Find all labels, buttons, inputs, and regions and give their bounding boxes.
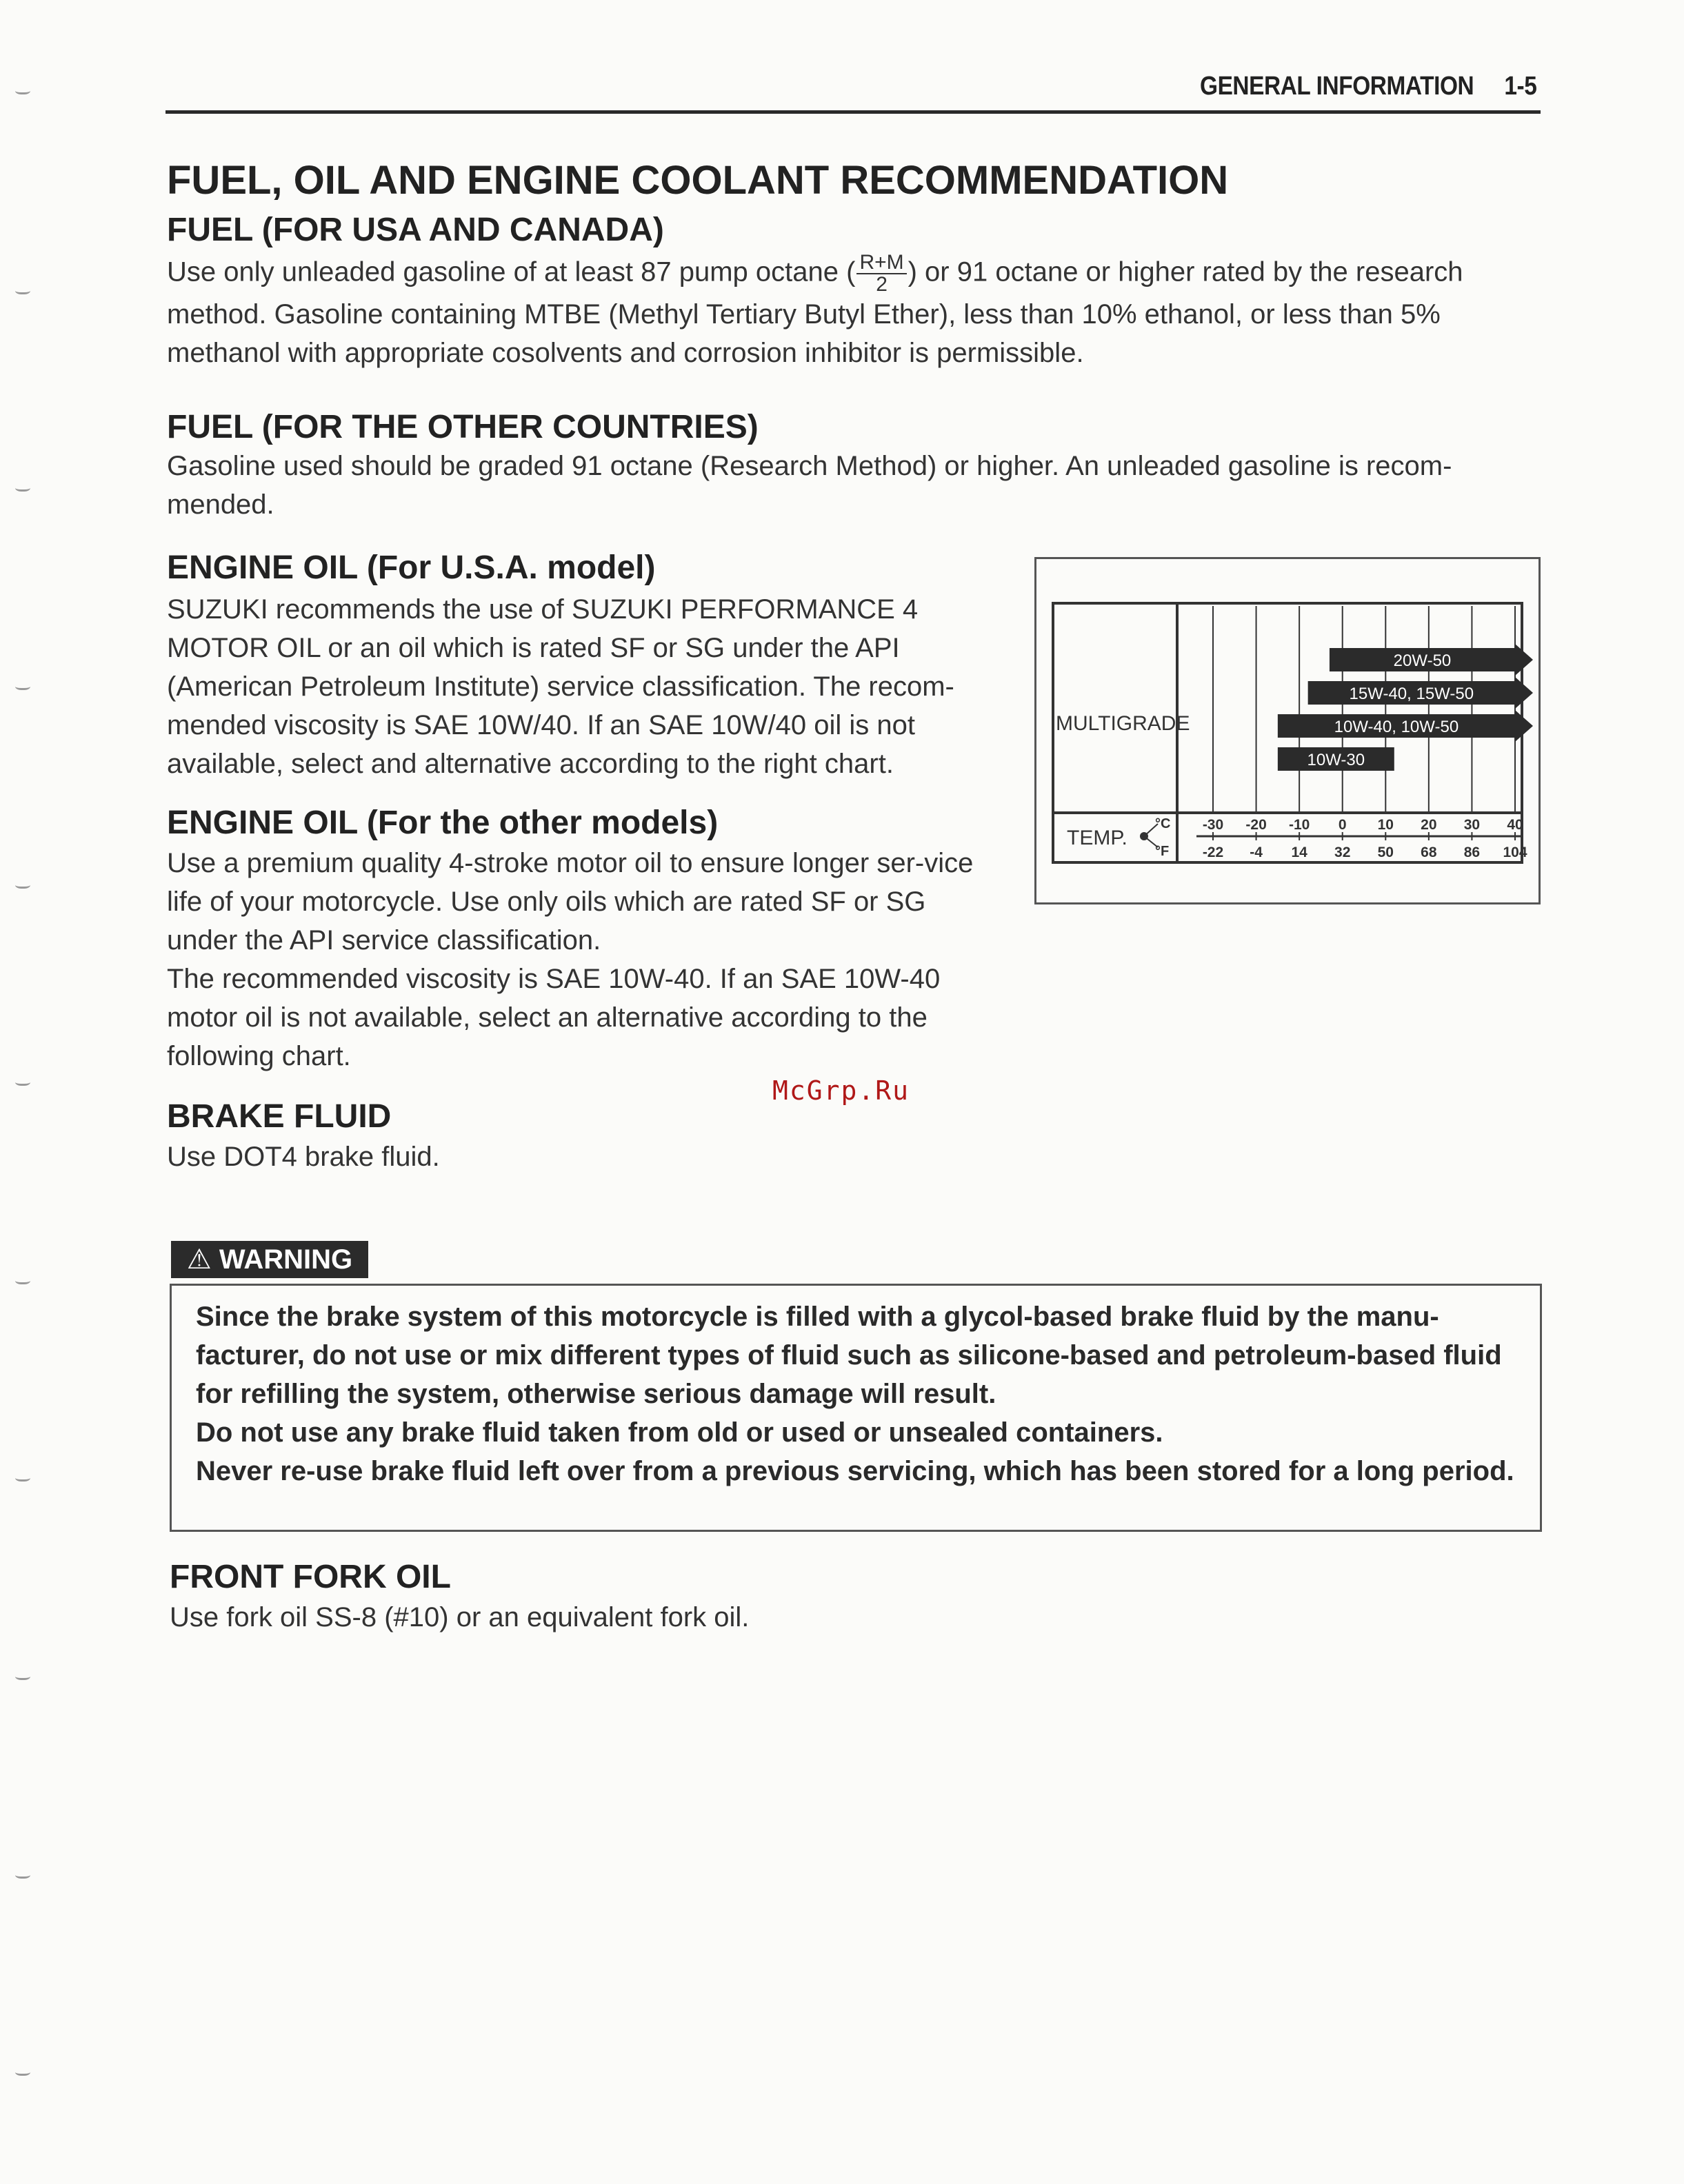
paragraph-front-fork-oil: Use fork oil SS-8 (#10) or an equivalent fork oil.	[170, 1602, 750, 1632]
heading-oil-other: ENGINE OIL (For the other models)	[167, 805, 719, 841]
chart-bars	[1278, 644, 1533, 771]
fuel-usa-text-end: ) or 91 octane or higher rated by the research method. Gasoline containing MTBE (Methyl Tertiary Butyl Ether), less than 10% ethanol, or less than 5% methanol with appropriate cosolvents and corrosion inhibitor is permissible.	[167, 256, 1463, 368]
octane-fraction	[856, 252, 906, 295]
tick-label-fahrenheit: 68	[1421, 845, 1437, 860]
tick-label-celsius: 0	[1338, 817, 1347, 833]
temp-label: TEMP.	[1067, 827, 1127, 849]
paragraph-oil-other-1: Use a premium quality 4-stroke motor oil to ensure longer ser-vice life of your motorcycle. Use only oils which are rated SF or SG under the API service classification.	[167, 848, 974, 956]
tick-label-celsius: -20	[1245, 817, 1267, 833]
oil-grade-bar	[1330, 644, 1533, 676]
tick-label-celsius: 30	[1463, 817, 1481, 833]
margin-mark	[15, 483, 30, 492]
margin-mark	[15, 285, 30, 294]
margin-mark	[15, 1473, 30, 1482]
oil-grade-label: 15W-40, 15W-50	[1349, 685, 1474, 703]
fuel-usa-text-start: Use only unleaded gasoline of at least 87 pump octane (	[167, 256, 856, 287]
page-number: 1-5	[1504, 72, 1537, 101]
margin-mark	[15, 1077, 30, 1086]
viscosity-chart	[1034, 557, 1541, 904]
warning-paragraph-1: Since the brake system of this motorcycle is filled with a glycol-based brake fluid by the manu-facturer, do not use or mix different types of fluid such as silicone-based and petroleum-based fluid for refilling the system, otherwise serious damage will result.	[196, 1302, 1502, 1409]
tick-label-celsius: -30	[1202, 817, 1224, 833]
warning-triangle-icon: ⚠	[186, 1244, 212, 1275]
margin-mark	[15, 2067, 30, 2076]
tick-label-celsius: 20	[1421, 817, 1437, 833]
fraction-numerator: R+M	[856, 252, 906, 274]
unit-fahrenheit: °F	[1155, 844, 1170, 859]
heading-fuel-usa: FUEL (FOR USA AND CANADA)	[167, 212, 664, 248]
warning-text	[196, 1297, 1520, 1490]
warning-label	[171, 1241, 368, 1278]
paragraph-brake-fluid: Use DOT4 brake fluid.	[167, 1142, 440, 1172]
margin-mark	[15, 85, 30, 94]
multigrade-label: MULTIGRADE	[1056, 712, 1190, 735]
oil-grade-label: 20W-50	[1393, 651, 1452, 670]
paragraph-fuel-other: Gasoline used should be graded 91 octane (Research Method) or higher. An unleaded gasoline is recom-mended.	[167, 451, 1452, 520]
warning-label-text: WARNING	[219, 1244, 353, 1275]
tick-label-fahrenheit: -22	[1202, 845, 1224, 860]
oil-grade-bar	[1278, 710, 1533, 742]
heading-front-fork-oil: FRONT FORK OIL	[170, 1559, 451, 1595]
tick-label-fahrenheit: 104	[1503, 845, 1527, 860]
tick-label-celsius: 40	[1507, 817, 1523, 833]
tick-label-celsius: -10	[1288, 817, 1310, 833]
tick-label-fahrenheit: 32	[1334, 845, 1351, 860]
margin-mark	[15, 681, 30, 690]
header-section: GENERAL INFORMATION	[1200, 72, 1474, 101]
oil-grade-label: 10W-40, 10W-50	[1334, 718, 1459, 736]
paragraph-oil-usa: SUZUKI recommends the use of SUZUKI PERFORMANCE 4 MOTOR OIL or an oil which is rated SF or SG under the API (American Petroleum Institute) service classification. The recom-mended viscosity is SAE 10W/40. If an SAE 10W/40 oil is not available, select and alternative according to the right chart.	[167, 594, 954, 779]
paragraph-fuel-usa	[167, 252, 1542, 372]
oil-grade-bar	[1308, 677, 1533, 709]
margin-mark	[15, 1870, 30, 1879]
tick-label-fahrenheit: -4	[1250, 845, 1263, 860]
watermark: McGrp.Ru	[772, 1075, 910, 1106]
oil-grade-label: 10W-30	[1307, 751, 1365, 769]
tick-label-fahrenheit: 86	[1463, 845, 1481, 860]
tick-label-celsius: 10	[1377, 817, 1394, 833]
heading-oil-usa: ENGINE OIL (For U.S.A. model)	[167, 549, 656, 586]
page-title: FUEL, OIL AND ENGINE COOLANT RECOMMENDATION	[167, 158, 1229, 203]
margin-mark	[15, 1671, 30, 1680]
viscosity-chart-svg	[1036, 559, 1538, 902]
fraction-denominator: 2	[876, 273, 888, 296]
oil-grade-bar	[1278, 747, 1394, 771]
heading-fuel-other: FUEL (FOR THE OTHER COUNTRIES)	[167, 409, 759, 445]
warning-paragraph-3: Never re-use brake fluid left over from a previous servicing, which has been stored for a long period.	[196, 1456, 1514, 1486]
chart-tick-labels	[1203, 817, 1527, 860]
margin-mark	[15, 1275, 30, 1284]
heading-brake-fluid: BRAKE FLUID	[167, 1098, 392, 1135]
page-header	[1200, 72, 1536, 101]
tick-label-fahrenheit: 50	[1377, 845, 1394, 860]
margin-mark	[15, 880, 30, 889]
unit-celsius: °C	[1155, 816, 1171, 831]
header-rule	[166, 110, 1541, 114]
paragraph-oil-other-2: The recommended viscosity is SAE 10W-40. If an SAE 10W-40 motor oil is not available, select an alternative according to the following chart.	[167, 964, 941, 1071]
tick-label-fahrenheit: 14	[1291, 845, 1307, 860]
warning-paragraph-2: Do not use any brake fluid taken from old or used or unsealed containers.	[196, 1417, 1163, 1448]
